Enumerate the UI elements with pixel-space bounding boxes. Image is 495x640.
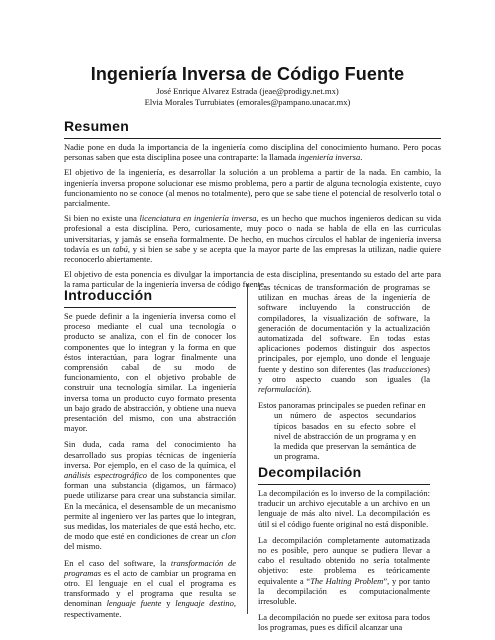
column-divider bbox=[247, 284, 248, 614]
resumen-paragraph: Nadie pone en duda la importancia de la ingeniería como disciplina del conocimiento humano. Pero pocas personas saben que esta disciplina posee una contraparte: la llamada ingeniería inversa. bbox=[64, 142, 441, 163]
decompilacion-paragraph: La decompilación es lo inverso de la compilación: traducir un archivo ejecutable a un archivo en un lenguaje de más alto nivel. La decompilación es útil si el código fuente original no está disponible. bbox=[258, 488, 430, 529]
authors-block bbox=[0, 86, 495, 107]
decompilacion-rule bbox=[258, 484, 430, 485]
resumen-body bbox=[64, 142, 441, 295]
introduccion-heading: Introducción bbox=[64, 287, 153, 303]
decompilacion-paragraph: La decompilación completamente automatizada no es posible, pero aunque se pudiera llevar a cabo el resultado obtenido no sería totalmente objetivo: este problema es teóricamente equivalente a “The Halting Problem”, y por tanto la decompilación es computacionalmente irresoluble. bbox=[258, 534, 430, 607]
intro-paragraph: En el caso del software, la transformación de programas es el acto de cambiar un programa en otro. El lenguaje en el cual el programa es transformado y el programa que resulta se denominan lenguaje fuente y lenguaje destino, respectivamente. bbox=[64, 557, 236, 619]
author-line: Elvia Morales Turrubiates (emorales@pampano.unacar.mx) bbox=[144, 96, 351, 107]
resumen-paragraph: El objetivo de la ingeniería, es desarrollar la solución a un problema a partir de la nada. En cambio, la ingeniería inversa propone solucionar ese mismo problema, pero a partir de alguna tecnología existente, cuyo funcionamiento no se conoce (al menos no totalmente), pero que se sabe tiene el potencial de resolverlo total o parcialmente. bbox=[64, 167, 441, 209]
right-column-top bbox=[258, 282, 430, 467]
intro-paragraph: Sin duda, cada rama del conocimiento ha desarrollado sus propias técnicas de ingeniería inversa. Por ejemplo, en el caso de la química, el análisis espectrográfico de los componentes que forman una substancia (digamos, un fármaco) puede utilizarse para crear una substancia similar. En la mecánica, el desensamble de un mecanismo permite al ingeniero ver las partes que lo integran, sus medidas, los materiales de que está hecho, etc. de modo que esté en condiciones de crear un clon del mismo. bbox=[64, 439, 236, 552]
introduccion-rule bbox=[64, 307, 236, 308]
resumen-heading: Resumen bbox=[64, 118, 130, 134]
transform-paragraph: Las técnicas de transformación de programas se utilizan en muchas áreas de la ingeniería de software incluyendo la construcción de compiladores, la visualización de software, la generación de documentación y la actualización automatizada del software. En todas estas aplicaciones podemos distinguir dos aspectos principales, por ejemplo, uno donde el lenguaje fuente y destino son diferentes (las traducciones) y otro aspecto cuando son iguales (la reformulación). bbox=[258, 282, 430, 395]
resumen-rule bbox=[64, 138, 441, 139]
right-column-bottom bbox=[258, 488, 430, 639]
resumen-paragraph: Si bien no existe una licenciatura en ingeniería inversa, es un hecho que muchos ingenieros dedican su vida profesional a esta disciplina. Pero, curiosamente, muy poco o nada se habla de ella en las curriculas universitarias, y jamás se enseña formalmente. De hecho, en muchos círculos el hablar de ingeniería inversa todavía es un tabú, y si bien se sabe y se acepta que la mayor parte de las empresas la utilizan, nadie quiere reconocerlo abiertamente. bbox=[64, 213, 442, 265]
transform-paragraph: Estos panoramas principales se pueden refinar en un número de aspectos secundarios típicos basados en su efecto sobre el nivel de abstracción de un programa y en la medida que preservan la semántica de un programa. bbox=[258, 400, 426, 462]
left-column bbox=[64, 311, 236, 625]
decompilacion-paragraph: La decompilación no puede ser exitosa para todos los programas, pues es difícil alcanzar una bbox=[258, 612, 430, 633]
decompilacion-heading: Decompilación bbox=[258, 464, 362, 480]
author-line: José Enrique Alvarez Estrada (jeae@prodigy.net.mx) bbox=[156, 86, 339, 96]
document-title: Ingeniería Inversa de Código Fuente bbox=[90, 64, 405, 84]
intro-paragraph: Se puede definir a la ingeniería inversa como el proceso mediante el cual una tecnología o producto se analiza, con el fin de conocer los componentes que lo integran y la forma en que éstos interactúan, para lograr finalmente una comprensión cabal de su modo de funcionamiento, con el objetivo probable de construir una tecnología similar. La ingeniería inversa toma un producto cuyo formato presenta un bajo grado de abstracción, y obtiene una nueva presentación del mismo, con una abstracción mayor. bbox=[64, 311, 236, 434]
resumen-paragraph: El objetivo de esta ponencia es divulgar la importancia de esta disciplina, presentando su estado del arte para la rama particular de la ingeniería inversa de código fuente. bbox=[64, 269, 441, 290]
